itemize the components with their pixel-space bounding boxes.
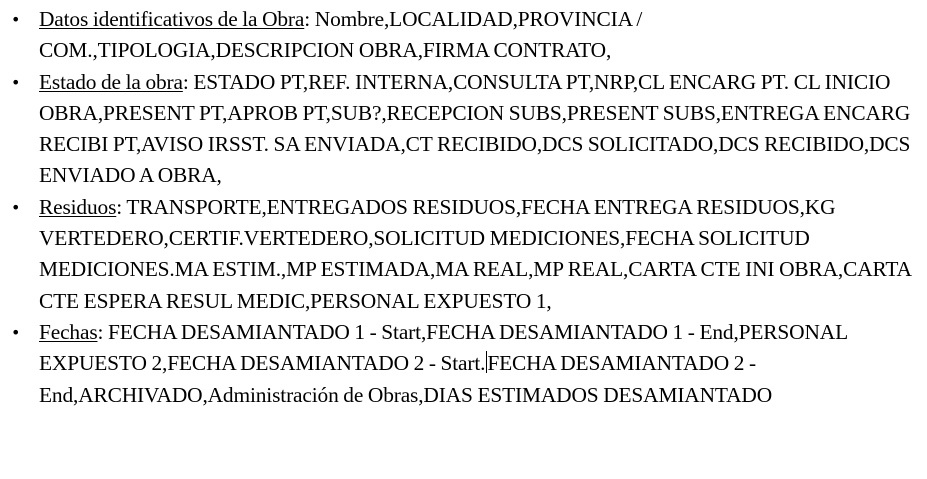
section-label-datos-identificativos: Datos identificativos de la Obra <box>39 7 305 31</box>
bullet-icon: • <box>11 10 21 29</box>
list-item-fechas <box>0 317 927 411</box>
label-separator: : <box>304 7 315 31</box>
list-item-residuos <box>0 192 927 317</box>
field-list-estado-obra: ESTADO PT,REF. INTERNA,CONSULTA PT,NRP,CL ENCARG PT. CL INICIO OBRA,PRESENT PT,APROB PT,SUB?,RECEPCION SUBS,PRESENT SUBS,ENTREGA ENCARG RECIBI PT,AVISO IRSST. SA ENVIADA,CT RECIBIDO,DCS SOLICITADO,DCS RECIBIDO,DCS ENVIADO A OBRA, <box>39 69 911 188</box>
section-label-estado-obra: Estado de la obra <box>39 69 183 94</box>
list-item-datos-identificativos <box>0 4 927 67</box>
field-list-fechas-part2: FECHA DESAMIANTADO 2 - End,ARCHIVADO,Administración de Obras,DIAS ESTIMADOS DESAMIANTADO <box>39 351 772 407</box>
field-list-datos-identificativos: Nombre,LOCALIDAD,PROVINCIA / COM.,TIPOLOGIA,DESCRIPCION OBRA,FIRMA CONTRATO, <box>39 7 643 63</box>
label-separator: : <box>182 69 194 94</box>
bullet-list <box>0 4 927 411</box>
section-label-fechas: Fechas <box>39 319 98 344</box>
field-list-residuos: TRANSPORTE,ENTREGADOS RESIDUOS,FECHA ENTREGA RESIDUOS,KG VERTEDERO,CERTIF.VERTEDERO,SOLICITUD MEDICIONES,FECHA SOLICITUD MEDICIONES.MA ESTIM.,MP ESTIMADA,MA REAL,MP REAL,CARTA CTE INI OBRA,CARTA CTE ESPERA RESUL MEDIC,PERSONAL EXPUESTO 1, <box>39 194 911 313</box>
bullet-icon: • <box>11 72 21 92</box>
field-list-fechas-part1: FECHA DESAMIANTADO 1 - Start,FECHA DESAMIANTADO 1 - End,PERSONAL EXPUESTO 2,FECHA DESAMIANTADO 2 - Start. <box>39 319 848 376</box>
label-separator: : <box>116 194 127 219</box>
section-label-residuos: Residuos <box>39 194 117 219</box>
document-body[interactable] <box>0 4 927 411</box>
list-item-estado-obra <box>0 67 927 192</box>
bullet-icon: • <box>11 322 21 342</box>
label-separator: : <box>97 319 108 344</box>
bullet-icon: • <box>11 197 21 217</box>
